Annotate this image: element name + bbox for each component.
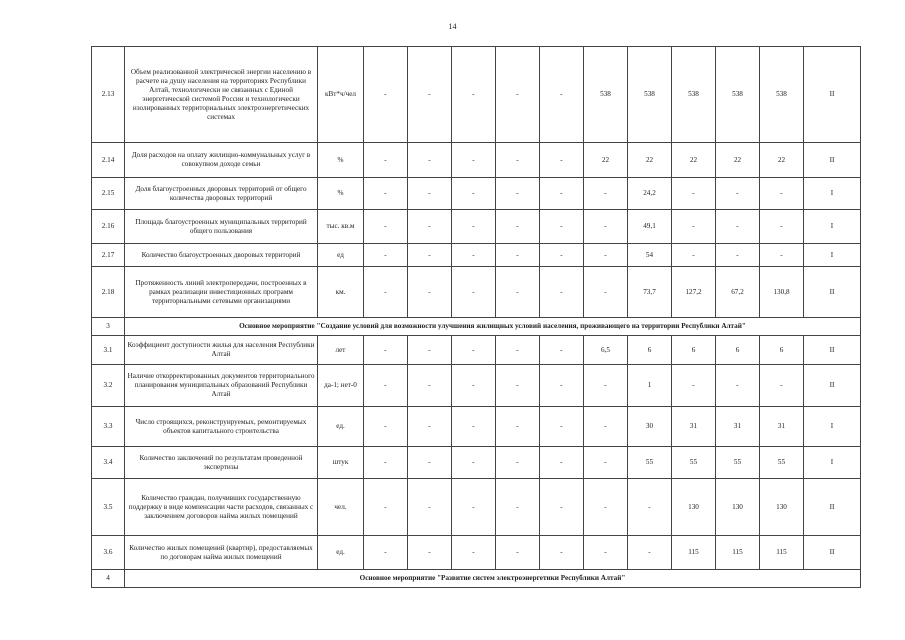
- value-cell: -: [584, 407, 628, 447]
- table-row: [92, 336, 861, 365]
- value-cell: 130,8: [760, 267, 804, 318]
- value-cell: -: [496, 267, 540, 318]
- row-number: 3: [92, 318, 125, 336]
- value-cell: -: [760, 210, 804, 244]
- page-number: 14: [448, 22, 457, 31]
- value-cell: -: [716, 210, 760, 244]
- value-cell: -: [760, 365, 804, 407]
- value-cell: -: [540, 267, 584, 318]
- value-cell: -: [364, 479, 408, 536]
- value-cell: 6: [628, 336, 672, 365]
- value-cell: 49,1: [628, 210, 672, 244]
- value-cell: -: [408, 536, 452, 570]
- category-cell: I: [804, 407, 861, 447]
- value-cell: 538: [584, 47, 628, 143]
- unit-cell: ед.: [318, 536, 364, 570]
- value-cell: -: [496, 47, 540, 143]
- value-cell: 22: [628, 143, 672, 178]
- value-cell: -: [364, 178, 408, 210]
- value-cell: 6: [672, 336, 716, 365]
- value-cell: 67,2: [716, 267, 760, 318]
- value-cell: -: [408, 336, 452, 365]
- value-cell: -: [540, 536, 584, 570]
- value-cell: 55: [672, 447, 716, 479]
- value-cell: 73,7: [628, 267, 672, 318]
- value-cell: -: [452, 407, 496, 447]
- value-cell: -: [496, 143, 540, 178]
- value-cell: -: [364, 536, 408, 570]
- value-cell: -: [364, 267, 408, 318]
- value-cell: -: [584, 479, 628, 536]
- value-cell: -: [540, 47, 584, 143]
- value-cell: -: [628, 536, 672, 570]
- value-cell: -: [584, 267, 628, 318]
- value-cell: -: [584, 536, 628, 570]
- unit-cell: тыс. кв.м: [318, 210, 364, 244]
- row-number: 2.15: [92, 178, 125, 210]
- unit-cell: кВт*ч/чел: [318, 47, 364, 143]
- indicator-name: Коэффициент доступности жилья для населения Республики Алтай: [125, 336, 318, 365]
- value-cell: -: [716, 178, 760, 210]
- value-cell: -: [672, 178, 716, 210]
- value-cell: 22: [672, 143, 716, 178]
- value-cell: 538: [672, 47, 716, 143]
- value-cell: -: [364, 244, 408, 267]
- indicator-name: Количество жилых помещений (квартир), предоставляемых по договорам найма жилых помещений: [125, 536, 318, 570]
- value-cell: 115: [760, 536, 804, 570]
- value-cell: 130: [716, 479, 760, 536]
- value-cell: -: [452, 210, 496, 244]
- row-number: 2.17: [92, 244, 125, 267]
- value-cell: -: [364, 336, 408, 365]
- value-cell: -: [540, 244, 584, 267]
- value-cell: -: [540, 336, 584, 365]
- row-number: 3.6: [92, 536, 125, 570]
- value-cell: 115: [672, 536, 716, 570]
- value-cell: -: [408, 47, 452, 143]
- value-cell: -: [364, 365, 408, 407]
- row-number: 3.4: [92, 447, 125, 479]
- value-cell: 31: [672, 407, 716, 447]
- category-cell: II: [804, 336, 861, 365]
- value-cell: -: [496, 447, 540, 479]
- unit-cell: %: [318, 143, 364, 178]
- category-cell: II: [804, 47, 861, 143]
- table-row: [92, 244, 861, 267]
- table-row: [92, 407, 861, 447]
- indicator-name: Наличие откорректированных документов территориального планирования муниципальных образований Республики Алтай: [125, 365, 318, 407]
- category-cell: II: [804, 365, 861, 407]
- unit-cell: чел.: [318, 479, 364, 536]
- row-number: 2.13: [92, 47, 125, 143]
- value-cell: -: [452, 447, 496, 479]
- unit-cell: ед: [318, 244, 364, 267]
- section-row: [92, 318, 861, 336]
- value-cell: -: [540, 479, 584, 536]
- value-cell: -: [540, 447, 584, 479]
- table-row: [92, 47, 861, 143]
- row-number: 3.5: [92, 479, 125, 536]
- value-cell: -: [716, 365, 760, 407]
- value-cell: 30: [628, 407, 672, 447]
- value-cell: 55: [716, 447, 760, 479]
- value-cell: -: [584, 178, 628, 210]
- value-cell: 115: [716, 536, 760, 570]
- unit-cell: да-1; нет-0: [318, 365, 364, 407]
- row-number: 3.1: [92, 336, 125, 365]
- value-cell: -: [408, 178, 452, 210]
- value-cell: -: [408, 407, 452, 447]
- value-cell: 55: [760, 447, 804, 479]
- value-cell: -: [452, 365, 496, 407]
- value-cell: 22: [584, 143, 628, 178]
- category-cell: II: [804, 536, 861, 570]
- value-cell: -: [496, 178, 540, 210]
- value-cell: -: [364, 47, 408, 143]
- value-cell: -: [716, 244, 760, 267]
- table-row: [92, 447, 861, 479]
- value-cell: -: [540, 407, 584, 447]
- table-row: [92, 143, 861, 178]
- value-cell: -: [452, 536, 496, 570]
- category-cell: II: [804, 143, 861, 178]
- value-cell: 538: [760, 47, 804, 143]
- value-cell: 55: [628, 447, 672, 479]
- value-cell: -: [496, 210, 540, 244]
- value-cell: 22: [716, 143, 760, 178]
- value-cell: -: [408, 244, 452, 267]
- row-number: 2.16: [92, 210, 125, 244]
- value-cell: -: [672, 365, 716, 407]
- value-cell: -: [364, 407, 408, 447]
- value-cell: 24,2: [628, 178, 672, 210]
- value-cell: -: [452, 244, 496, 267]
- unit-cell: лет: [318, 336, 364, 365]
- value-cell: 130: [672, 479, 716, 536]
- indicator-name: Протяженность линий электропередачи, построенных в рамках реализации инвестиционных программ территориальными сетевыми организациями: [125, 267, 318, 318]
- value-cell: -: [760, 244, 804, 267]
- indicator-name: Доля благоустроенных дворовых территорий от общего количества дворовых территорий: [125, 178, 318, 210]
- row-number: 2.18: [92, 267, 125, 318]
- value-cell: 6: [716, 336, 760, 365]
- value-cell: -: [452, 479, 496, 536]
- value-cell: -: [408, 447, 452, 479]
- value-cell: -: [628, 479, 672, 536]
- value-cell: -: [452, 143, 496, 178]
- value-cell: 6: [760, 336, 804, 365]
- value-cell: -: [496, 244, 540, 267]
- value-cell: 130: [760, 479, 804, 536]
- value-cell: -: [496, 336, 540, 365]
- table-row: [92, 479, 861, 536]
- category-cell: I: [804, 210, 861, 244]
- category-cell: I: [804, 244, 861, 267]
- value-cell: -: [540, 210, 584, 244]
- indicators-table: [91, 46, 861, 588]
- value-cell: -: [584, 244, 628, 267]
- value-cell: -: [408, 267, 452, 318]
- unit-cell: км.: [318, 267, 364, 318]
- value-cell: -: [496, 407, 540, 447]
- indicator-name: Доля расходов на оплату жилищно-коммунальных услуг в совокупном доходе семьи: [125, 143, 318, 178]
- indicator-name: Количество благоустроенных дворовых территорий: [125, 244, 318, 267]
- value-cell: 538: [716, 47, 760, 143]
- value-cell: 6,5: [584, 336, 628, 365]
- table-row: [92, 267, 861, 318]
- value-cell: 54: [628, 244, 672, 267]
- row-number: 4: [92, 570, 125, 588]
- value-cell: -: [584, 365, 628, 407]
- value-cell: 1: [628, 365, 672, 407]
- unit-cell: %: [318, 178, 364, 210]
- value-cell: -: [452, 47, 496, 143]
- value-cell: 22: [760, 143, 804, 178]
- value-cell: -: [364, 143, 408, 178]
- table-row: [92, 178, 861, 210]
- value-cell: -: [408, 210, 452, 244]
- section-title: Основное мероприятие "Развитие систем электроэнергетики Республики Алтай": [125, 570, 861, 588]
- value-cell: -: [672, 244, 716, 267]
- indicator-name: Число строящихся, реконструируемых, ремонтируемых объектов капитального строительства: [125, 407, 318, 447]
- category-cell: I: [804, 178, 861, 210]
- section-row: [92, 570, 861, 588]
- indicator-name: Объем реализованной электрической энергии населению в расчете на душу населения на территориях Республики Алтай, технологически не связанных с Единой энергетической системой России и технологически изолированных территориальных электроэнергетических системах: [125, 47, 318, 143]
- unit-cell: ед.: [318, 407, 364, 447]
- value-cell: -: [364, 447, 408, 479]
- table-row: [92, 210, 861, 244]
- indicator-name: Количество граждан, получивших государственную поддержку в виде компенсации части расходов, связанных с заключением договоров найма жилых помещений: [125, 479, 318, 536]
- row-number: 3.3: [92, 407, 125, 447]
- row-number: 3.2: [92, 365, 125, 407]
- value-cell: 31: [760, 407, 804, 447]
- value-cell: -: [584, 447, 628, 479]
- value-cell: -: [496, 536, 540, 570]
- indicator-name: Количество заключений по результатам проведенной экспертизы: [125, 447, 318, 479]
- value-cell: -: [408, 479, 452, 536]
- table-row: [92, 365, 861, 407]
- value-cell: -: [540, 178, 584, 210]
- value-cell: -: [452, 336, 496, 365]
- value-cell: -: [496, 479, 540, 536]
- category-cell: II: [804, 267, 861, 318]
- value-cell: -: [408, 143, 452, 178]
- value-cell: -: [540, 143, 584, 178]
- value-cell: -: [760, 178, 804, 210]
- category-cell: II: [804, 479, 861, 536]
- category-cell: I: [804, 447, 861, 479]
- value-cell: 538: [628, 47, 672, 143]
- value-cell: -: [408, 365, 452, 407]
- value-cell: -: [672, 210, 716, 244]
- value-cell: -: [452, 267, 496, 318]
- value-cell: -: [452, 178, 496, 210]
- value-cell: -: [540, 365, 584, 407]
- section-title: Основное мероприятие "Создание условий для возможности улучшения жилищных условий населения, проживающего на территории Республики Алтай": [125, 318, 861, 336]
- value-cell: 127,2: [672, 267, 716, 318]
- row-number: 2.14: [92, 143, 125, 178]
- unit-cell: штук: [318, 447, 364, 479]
- value-cell: -: [496, 365, 540, 407]
- value-cell: -: [584, 210, 628, 244]
- value-cell: 31: [716, 407, 760, 447]
- value-cell: -: [364, 210, 408, 244]
- indicator-name: Площадь благоустроенных муниципальных территорий общего пользования: [125, 210, 318, 244]
- table-row: [92, 536, 861, 570]
